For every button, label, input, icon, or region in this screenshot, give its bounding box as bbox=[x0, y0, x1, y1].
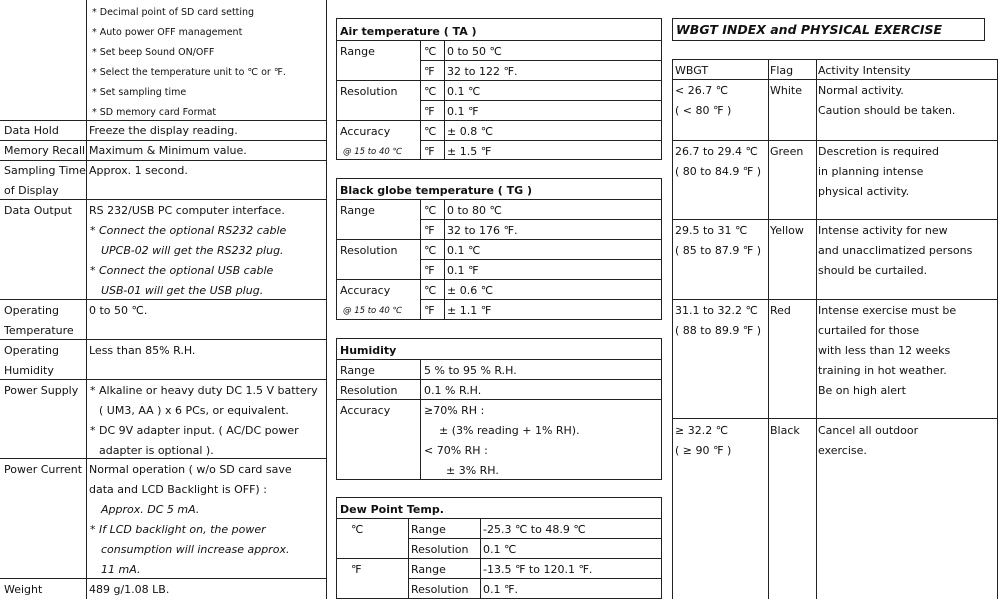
range-label: Range bbox=[340, 204, 375, 217]
general-spec-table bbox=[0, 0, 330, 599]
activity-text: should be curtailed. bbox=[818, 264, 928, 277]
accuracy-label: Accuracy bbox=[340, 284, 391, 297]
function-item: * SD memory card Format bbox=[92, 107, 217, 118]
spec-label: Data Output bbox=[4, 204, 72, 217]
accuracy-value: ± 3% RH. bbox=[446, 464, 499, 477]
spec-value: Freeze the display reading. bbox=[89, 124, 238, 137]
accuracy-value: < 70% RH : bbox=[424, 444, 488, 457]
function-item: * Select the temperature unit to ℃ or ℉. bbox=[92, 67, 286, 78]
spec-value: Normal operation ( w/o SD card save bbox=[89, 463, 292, 476]
resolution-label: Resolution bbox=[340, 244, 398, 257]
resolution-value: 0.1 ℃ bbox=[447, 85, 481, 98]
function-item: * Set beep Sound ON/OFF bbox=[92, 47, 215, 58]
spec-label: Operating bbox=[4, 304, 59, 317]
spec-label: Humidity bbox=[4, 364, 54, 377]
spec-value: Less than 85% R.H. bbox=[89, 344, 196, 357]
range-value: -13.5 ℉ to 120.1 ℉. bbox=[483, 563, 593, 576]
spec-value: * Connect the optional USB cable bbox=[90, 264, 274, 277]
wbgt-index-table bbox=[672, 0, 1000, 599]
wbgt-value: ( 88 to 89.9 ℉ ) bbox=[675, 324, 762, 337]
accuracy-value: ± 1.1 ℉ bbox=[447, 304, 492, 317]
spec-label: Memory Recall bbox=[4, 144, 86, 157]
dew-point-title: Dew Point Temp. bbox=[340, 503, 444, 516]
range-label: Range bbox=[340, 364, 375, 377]
spec-value: ( UM3, AA ) x 6 PCs, or equivalent. bbox=[99, 404, 289, 417]
resolution-value: 0.1 ℉ bbox=[447, 264, 479, 277]
spec-value: * If LCD backlight on, the power bbox=[90, 523, 266, 536]
spec-label: Data Hold bbox=[4, 124, 59, 137]
function-item: * Auto power OFF management bbox=[92, 27, 243, 38]
unit-celsius: ℃ bbox=[424, 284, 437, 297]
spec-label: Power Current bbox=[4, 463, 83, 476]
spec-value: * DC 9V adapter input. ( AC/DC power bbox=[90, 424, 299, 437]
activity-text: exercise. bbox=[818, 444, 867, 457]
activity-text: Cancel all outdoor bbox=[818, 424, 919, 437]
unit-celsius: ℃ bbox=[424, 244, 437, 257]
flag-value: Red bbox=[770, 304, 791, 317]
range-label: Range bbox=[411, 563, 446, 576]
spec-value: adapter is optional ). bbox=[99, 444, 214, 457]
spec-value: consumption will increase approx. bbox=[101, 543, 290, 556]
wbgt-value: < 26.7 ℃ bbox=[675, 84, 729, 97]
activity-text: Caution should be taken. bbox=[818, 104, 956, 117]
unit-fahrenheit: ℉ bbox=[424, 105, 435, 118]
accuracy-value: ± 0.6 ℃ bbox=[447, 284, 494, 297]
spec-value: 489 g/1.08 LB. bbox=[89, 583, 170, 596]
accuracy-value: ± 1.5 ℉ bbox=[447, 145, 492, 158]
resolution-value: 0.1 ℃ bbox=[483, 543, 517, 556]
activity-text: Intense exercise must be bbox=[818, 304, 957, 317]
spec-label: Sampling Time bbox=[4, 164, 86, 177]
function-item: * Decimal point of SD card setting bbox=[92, 7, 255, 18]
activity-text: Descretion is required bbox=[818, 145, 940, 158]
activity-text: physical activity. bbox=[818, 185, 910, 198]
activity-text: in planning intense bbox=[818, 165, 924, 178]
spec-value: * Connect the optional RS232 cable bbox=[90, 224, 287, 237]
resolution-label: Resolution bbox=[340, 384, 398, 397]
spec-value: * Alkaline or heavy duty DC 1.5 V battery bbox=[90, 384, 318, 397]
resolution-label: Resolution bbox=[411, 583, 469, 596]
spec-label: Temperature bbox=[4, 324, 74, 337]
resolution-value: 0.1 % R.H. bbox=[424, 384, 482, 397]
unit-fahrenheit: ℉ bbox=[424, 304, 435, 317]
measurement-spec-tables bbox=[336, 0, 666, 599]
spec-label: Operating bbox=[4, 344, 59, 357]
range-label: Range bbox=[411, 523, 446, 536]
black-globe-title: Black globe temperature ( TG ) bbox=[340, 184, 533, 197]
range-value: 32 to 176 ℉. bbox=[447, 224, 518, 237]
range-value: 0 to 80 ℃ bbox=[447, 204, 502, 217]
wbgt-value: ( ≥ 90 ℉ ) bbox=[675, 444, 732, 457]
unit-celsius: ℃ bbox=[424, 45, 437, 58]
activity-text: Normal activity. bbox=[818, 84, 904, 97]
wbgt-value: ( 80 to 84.9 ℉ ) bbox=[675, 165, 762, 178]
spec-value: UPCB-02 will get the RS232 plug. bbox=[101, 244, 284, 257]
column-header-wbgt: WBGT bbox=[675, 64, 709, 77]
air-temperature-title: Air temperature ( TA ) bbox=[340, 25, 477, 38]
flag-value: Yellow bbox=[770, 224, 804, 237]
unit-celsius: ℃ bbox=[424, 125, 437, 138]
flag-value: White bbox=[770, 84, 802, 97]
activity-text: with less than 12 weeks bbox=[818, 344, 951, 357]
spec-label: Power Supply bbox=[4, 384, 79, 397]
wbgt-value: 26.7 to 29.4 ℃ bbox=[675, 145, 758, 158]
activity-text: curtailed for those bbox=[818, 324, 920, 337]
spec-value: Maximum & Minimum value. bbox=[89, 144, 247, 157]
column-header-activity: Activity Intensity bbox=[818, 64, 911, 77]
unit-fahrenheit: ℉ bbox=[424, 224, 435, 237]
wbgt-value: ≥ 32.2 ℃ bbox=[675, 424, 729, 437]
spec-value: 11 mA. bbox=[101, 563, 141, 576]
spec-value: 0 to 50 ℃. bbox=[89, 304, 148, 317]
accuracy-value: ± 0.8 ℃ bbox=[447, 125, 494, 138]
flag-value: Black bbox=[770, 424, 800, 437]
range-value: -25.3 ℃ to 48.9 ℃ bbox=[483, 523, 586, 536]
spec-value: RS 232/USB PC computer interface. bbox=[89, 204, 285, 217]
resolution-label: Resolution bbox=[411, 543, 469, 556]
spec-label: Weight bbox=[4, 583, 43, 596]
accuracy-value: ≥70% RH : bbox=[424, 404, 485, 417]
activity-text: Be on high alert bbox=[818, 384, 906, 397]
unit-celsius: ℃ bbox=[424, 85, 437, 98]
activity-text: and unacclimatized persons bbox=[818, 244, 973, 257]
wbgt-value: ( < 80 ℉ ) bbox=[675, 104, 732, 117]
range-value: 0 to 50 ℃ bbox=[447, 45, 502, 58]
range-value: 32 to 122 ℉. bbox=[447, 65, 518, 78]
resolution-value: 0.1 ℉ bbox=[447, 105, 479, 118]
range-label: Range bbox=[340, 45, 375, 58]
wbgt-value: 29.5 to 31 ℃ bbox=[675, 224, 748, 237]
spec-value: data and LCD Backlight is OFF) : bbox=[89, 483, 267, 496]
accuracy-note: @ 15 to 40 ℃ bbox=[343, 147, 403, 157]
resolution-value: 0.1 ℉. bbox=[483, 583, 518, 596]
accuracy-label: Accuracy bbox=[340, 125, 391, 138]
unit-fahrenheit: ℉ bbox=[351, 563, 362, 576]
wbgt-title: WBGT INDEX and PHYSICAL EXERCISE bbox=[676, 22, 943, 37]
humidity-title: Humidity bbox=[340, 344, 397, 357]
spec-value: USB-01 will get the USB plug. bbox=[101, 284, 264, 297]
unit-fahrenheit: ℉ bbox=[424, 264, 435, 277]
accuracy-value: ± (3% reading + 1% RH). bbox=[439, 424, 580, 437]
spec-label: of Display bbox=[4, 184, 59, 197]
unit-fahrenheit: ℉ bbox=[424, 145, 435, 158]
unit-celsius: ℃ bbox=[424, 204, 437, 217]
resolution-value: 0.1 ℃ bbox=[447, 244, 481, 257]
activity-text: training in hot weather. bbox=[818, 364, 947, 377]
unit-fahrenheit: ℉ bbox=[424, 65, 435, 78]
function-item: * Set sampling time bbox=[92, 87, 187, 98]
wbgt-value: ( 85 to 87.9 ℉ ) bbox=[675, 244, 762, 257]
spec-value: Approx. DC 5 mA. bbox=[101, 503, 200, 516]
flag-value: Green bbox=[770, 145, 804, 158]
column-header-flag: Flag bbox=[770, 64, 794, 77]
activity-text: Intense activity for new bbox=[818, 224, 948, 237]
unit-celsius: ℃ bbox=[351, 523, 364, 536]
resolution-label: Resolution bbox=[340, 85, 398, 98]
range-value: 5 % to 95 % R.H. bbox=[424, 364, 517, 377]
accuracy-label: Accuracy bbox=[340, 404, 391, 417]
spec-value: Approx. 1 second. bbox=[89, 164, 188, 177]
accuracy-note: @ 15 to 40 ℃ bbox=[343, 306, 403, 316]
wbgt-value: 31.1 to 32.2 ℃ bbox=[675, 304, 758, 317]
